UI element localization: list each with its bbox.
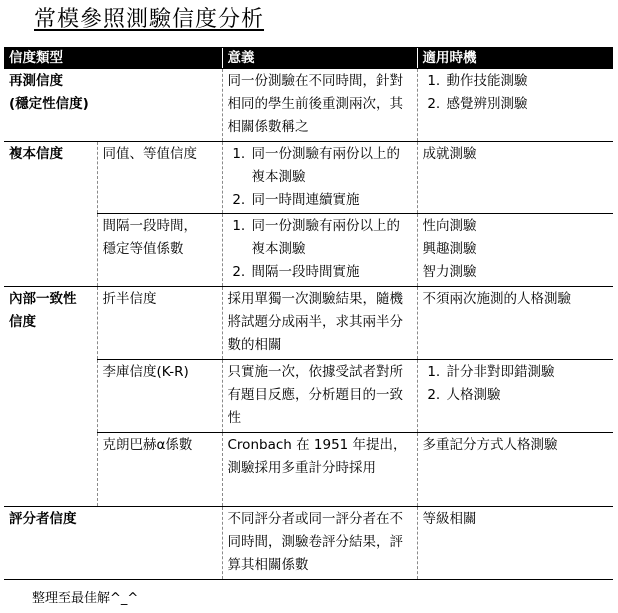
subtype-cronbach: 克朗巴赫α係數: [97, 433, 222, 507]
usage-rater: 等級相關: [417, 507, 613, 580]
type-rater: 評分者信度: [4, 507, 222, 580]
usage-cronbach: 多重記分方式人格測驗: [417, 433, 613, 507]
meaning-retest: 同一份測驗在不同時間，針對相同的學生前後重測兩次，其相關係數稱之: [222, 69, 417, 142]
header-meaning: 意義: [222, 48, 417, 69]
meaning-equivalent: [222, 142, 417, 214]
type-retest-line2: (穩定性信度): [9, 96, 89, 112]
subtype-stability-line1: 間隔一段時間，: [102, 218, 197, 234]
usage-split-half: 不須兩次施測的人格測驗: [417, 287, 613, 360]
subtype-equivalent: 同值、等值信度: [97, 142, 222, 214]
type-internal: [4, 287, 97, 507]
usage-item: 性向測驗: [422, 218, 477, 234]
table-row: [4, 142, 613, 214]
type-retest: [4, 69, 222, 142]
header-type: 信度類型: [4, 48, 222, 69]
table-row: [4, 69, 613, 142]
document-title: 常模參照測驗信度分析: [34, 7, 265, 32]
footer-note: 整理至最佳解^_^: [32, 591, 139, 606]
header-usage: 適用時機: [417, 48, 613, 69]
usage-kr: [417, 360, 613, 433]
usage-stability-equivalence: [417, 214, 613, 287]
table-header-row: [4, 48, 613, 69]
subtype-kr: 李庫信度(K-R): [97, 360, 222, 433]
table-row: [4, 287, 613, 360]
type-internal-line1: 內部一致性: [9, 291, 77, 307]
subtype-stability-line2: 穩定等值係數: [102, 241, 184, 257]
meaning-item: 2. 同一時間連續實施: [250, 189, 413, 212]
type-retest-line1: 再測信度: [9, 73, 63, 89]
usage-item: 興趣測驗: [422, 241, 477, 257]
usage-item: 1. 動作技能測驗: [445, 70, 610, 93]
meaning-kr: 只實施一次，依據受試者對所有題目反應，分析題目的一致性: [222, 360, 417, 433]
meaning-cronbach: Cronbach 在 1951 年提出，測驗採用多重計分時採用: [222, 433, 417, 507]
meaning-split-half: 採用單獨一次測驗結果，隨機將試題分成兩半，求其兩半分數的相關: [222, 287, 417, 360]
usage-item: 2. 人格測驗: [445, 384, 610, 407]
usage-item: 2. 感覺辨別測驗: [445, 93, 610, 116]
meaning-rater: 不同評分者或同一評分者在不同時間，測驗卷評分結果，評算其相關係數: [222, 507, 417, 580]
meaning-stability-equivalence: [222, 214, 417, 287]
subtype-stability-equivalence: [97, 214, 222, 287]
type-alternate: 複本信度: [4, 142, 97, 287]
meaning-item: 1. 同一份測驗有兩份以上的複本測驗: [250, 215, 413, 261]
usage-equivalent: 成就測驗: [417, 142, 613, 214]
meaning-item: 1. 同一份測驗有兩份以上的複本測驗: [250, 143, 413, 189]
reliability-table: [4, 47, 613, 580]
subtype-split-half: 折半信度: [97, 287, 222, 360]
meaning-item: 2. 間隔一段時間實施: [250, 261, 413, 284]
usage-retest: [417, 69, 613, 142]
table-row: [4, 507, 613, 580]
type-internal-line2: 信度: [9, 314, 36, 330]
usage-item: 智力測驗: [422, 264, 477, 280]
usage-item: 1. 計分非對即錯測驗: [445, 361, 610, 384]
